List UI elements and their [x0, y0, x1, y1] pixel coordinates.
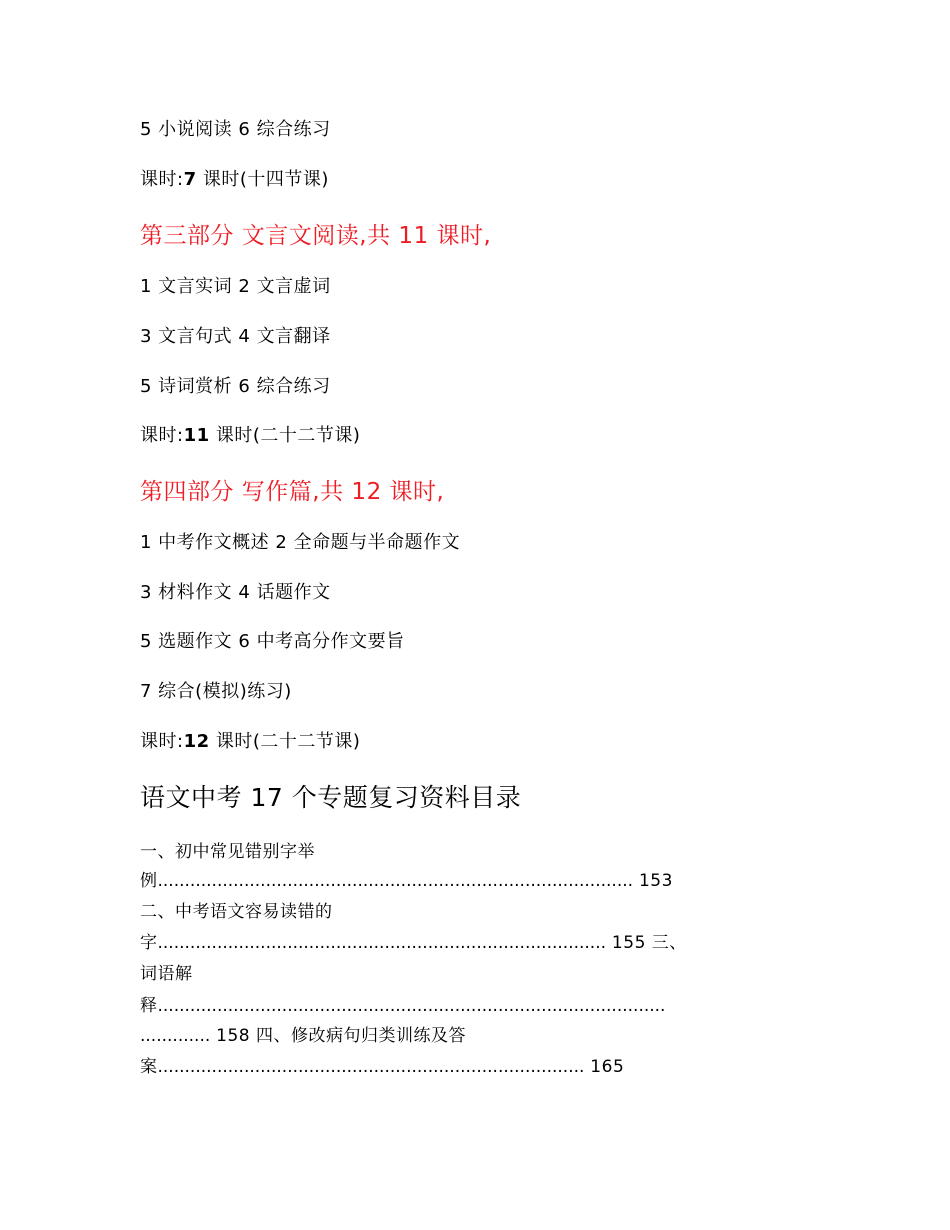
toc-entry-3-leader: [140, 995, 665, 1017]
line-hours-part4: [140, 730, 360, 754]
heading-part4: 第四部分 写作篇,共 12 课时,: [140, 479, 445, 505]
page-number: 155 三、: [606, 933, 687, 953]
dot-leader: ...............................................................................: [157, 1057, 585, 1077]
toc-entry-4-leader: [140, 1056, 624, 1078]
line-part3-c: 5 诗词赏析 6 综合练习: [140, 376, 331, 397]
toc-entry-2-leader: [140, 932, 687, 954]
line-part4-c: 5 选题作文 6 中考高分作文要旨: [140, 631, 405, 652]
toc-entry-4-inline: 158 四、修改病句归类训练及答: [210, 1026, 467, 1046]
hours-suffix: 课时(二十二节课): [209, 425, 361, 446]
hours-value: 7: [183, 169, 197, 190]
toc-entry-3-text: 释: [140, 996, 158, 1016]
hours-value: 12: [183, 731, 210, 752]
line-part4-d: 7 综合(模拟)练习): [140, 681, 292, 702]
dot-leader: ........................................................................................: [157, 871, 634, 891]
line-part3-a: 1 文言实词 2 文言虚词: [140, 276, 331, 297]
line-novel-reading: 5 小说阅读 6 综合练习: [140, 119, 331, 140]
line-part3-b: 3 文言句式 4 文言翻译: [140, 326, 331, 347]
dot-leader: ...................................................................................: [157, 933, 607, 953]
toc-entry-3-continuation: [140, 1025, 466, 1047]
heading-part3: 第三部分 文言文阅读,共 11 课时,: [140, 223, 492, 249]
page-number: 165: [584, 1057, 625, 1077]
hours-label: 课时:: [140, 425, 184, 446]
toc-entry-1-title: 一、初中常见错别字举: [140, 842, 315, 862]
toc-entry-4-text: 案: [140, 1057, 158, 1077]
toc-entry-2-title: 二、中考语文容易读错的: [140, 902, 333, 922]
hours-suffix: 课时(十四节课): [196, 169, 329, 190]
line-hours-part3: [140, 424, 360, 448]
toc-entry-3-title: 词语解: [140, 964, 193, 984]
toc-entry-1-text: 例: [140, 871, 158, 891]
dot-leader: .............: [140, 1026, 211, 1046]
page-number: 153: [633, 871, 673, 891]
toc-entry-2-text: 字: [140, 933, 158, 953]
line-part4-a: 1 中考作文概述 2 全命题与半命题作文: [140, 532, 461, 553]
hours-value: 11: [183, 425, 210, 446]
line-hours-part2: [140, 168, 329, 192]
line-part4-b: 3 材料作文 4 话题作文: [140, 582, 331, 603]
dot-leader: ..............................................................................................: [157, 996, 666, 1016]
hours-label: 课时:: [140, 731, 184, 752]
toc-title: 语文中考 17 个专题复习资料目录: [140, 783, 522, 812]
hours-suffix: 课时(二十二节课): [209, 731, 361, 752]
toc-entry-1-leader: [140, 870, 673, 892]
hours-label: 课时:: [140, 169, 184, 190]
